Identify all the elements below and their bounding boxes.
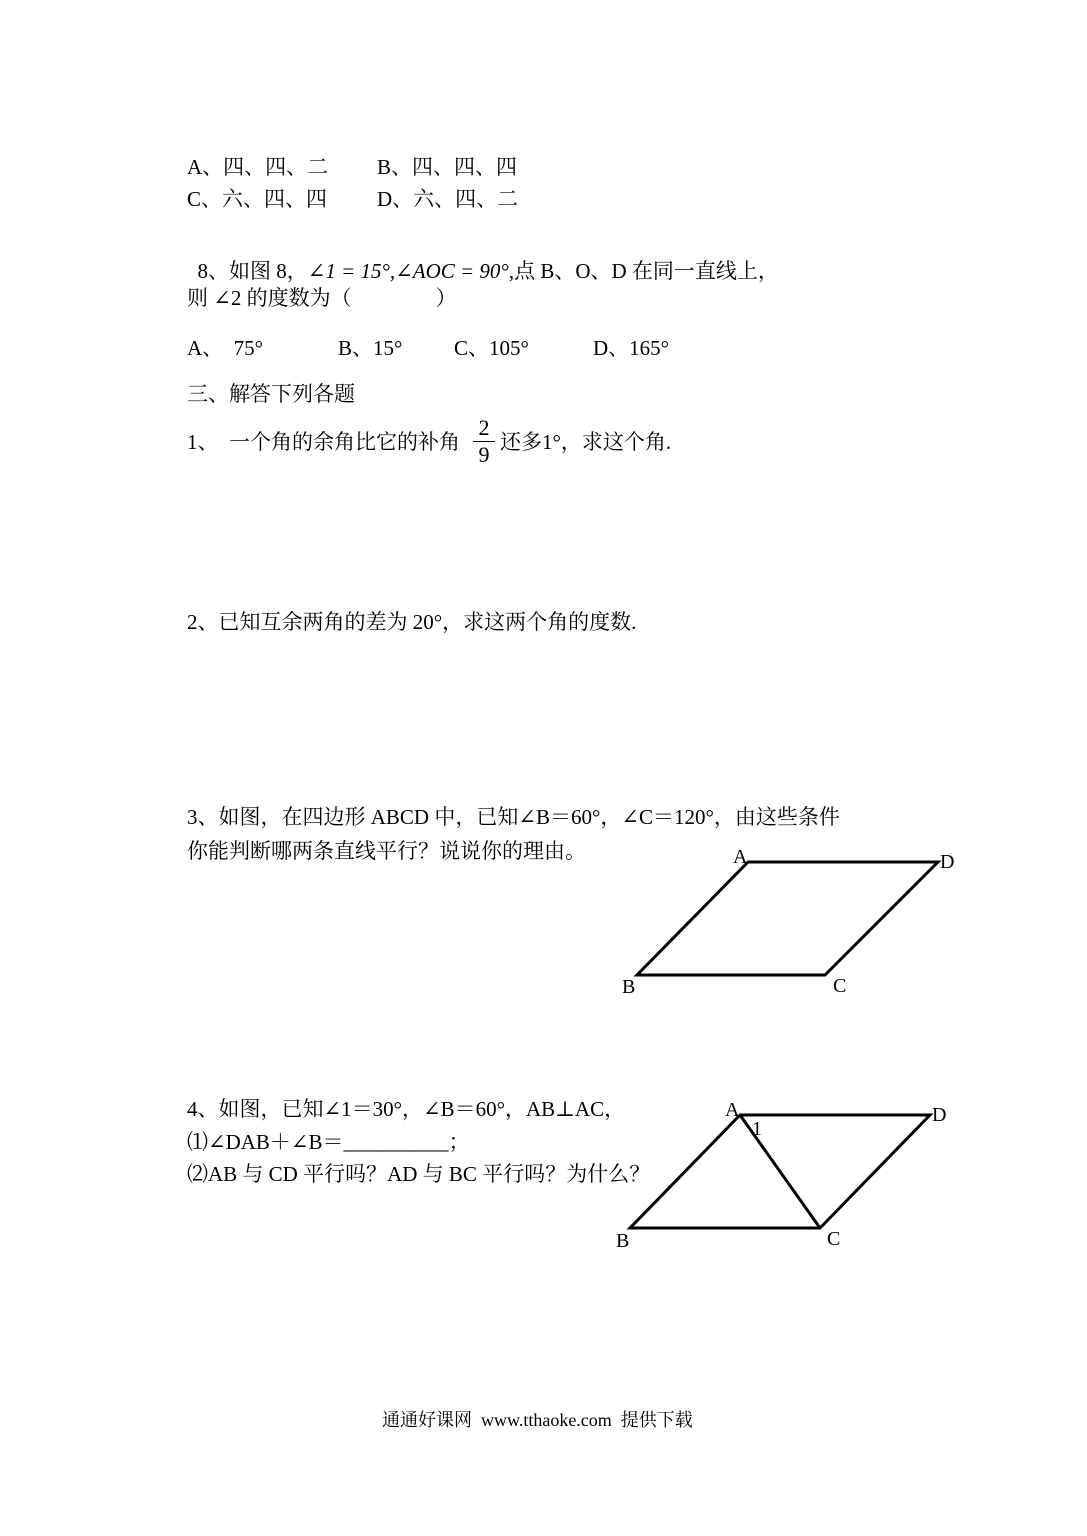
label-c: C [827, 1228, 841, 1250]
q8-math: ∠1 = 15°,∠AOC = 90° [307, 259, 509, 283]
problem1-suffix: 还多1°，求这个角. [500, 430, 672, 454]
footer: 通通好课网 www.tthaoke.com 提供下载 [382, 1410, 693, 1430]
q8-option-c: C、105° [454, 336, 529, 360]
q8-prefix: 8、如图 8， [197, 259, 308, 283]
label-b: B [622, 976, 636, 998]
problem3-line2: 你能判断哪两条直线平行？说说你的理由。 [187, 839, 586, 863]
q7-option-a: A、四、四、二 [187, 155, 329, 179]
label-d: D [940, 851, 955, 873]
problem3-figure [600, 840, 970, 1010]
q7-option-b: B、四、四、四 [377, 155, 518, 179]
parallelogram-abcd [637, 862, 938, 975]
problem4-line3: ⑵AB 与 CD 平行吗？AD 与 BC 平行吗？为什么？ [187, 1162, 651, 1186]
problem2: 2、已知互余两角的差为 20°，求这两个角的度数. [187, 610, 637, 634]
q8-line2: 则 ∠2 的度数为（ ） [187, 286, 457, 310]
problem4-figure [600, 1095, 970, 1265]
q8-suffix: ,点 B、O、D 在同一直线上， [508, 259, 779, 283]
q7-option-d: D、六、四、二 [377, 187, 519, 211]
problem3-line1: 3、如图，在四边形 ABCD 中，已知∠B＝60°，∠C＝120°，由这些条件 [187, 805, 840, 829]
q8-option-b: B、15° [338, 336, 403, 360]
q7-option-c: C、六、四、四 [187, 187, 328, 211]
label-b: B [616, 1230, 630, 1252]
problem4-line1: 4、如图，已知∠1＝30°，∠B＝60°，AB⊥AC， [187, 1097, 626, 1121]
label-a: A [733, 846, 748, 868]
label-c: C [833, 975, 847, 997]
q8-option-a: A、 75° [187, 336, 264, 360]
q8-option-d: D、165° [593, 336, 670, 360]
fraction-numerator: 2 [478, 415, 490, 440]
problem1-prefix: 1、 一个角的余角比它的补角 [187, 430, 460, 454]
problem4-line2: ⑴∠DAB＋∠B＝__________； [187, 1130, 470, 1154]
label-one: 1 [752, 1118, 762, 1140]
label-a: A [725, 1099, 740, 1121]
q8-line1 [187, 240, 779, 282]
fraction-denominator: 9 [478, 442, 490, 467]
section-heading: 三、解答下列各题 [187, 382, 355, 406]
label-d: D [932, 1104, 947, 1126]
problem1-fraction [473, 417, 495, 466]
